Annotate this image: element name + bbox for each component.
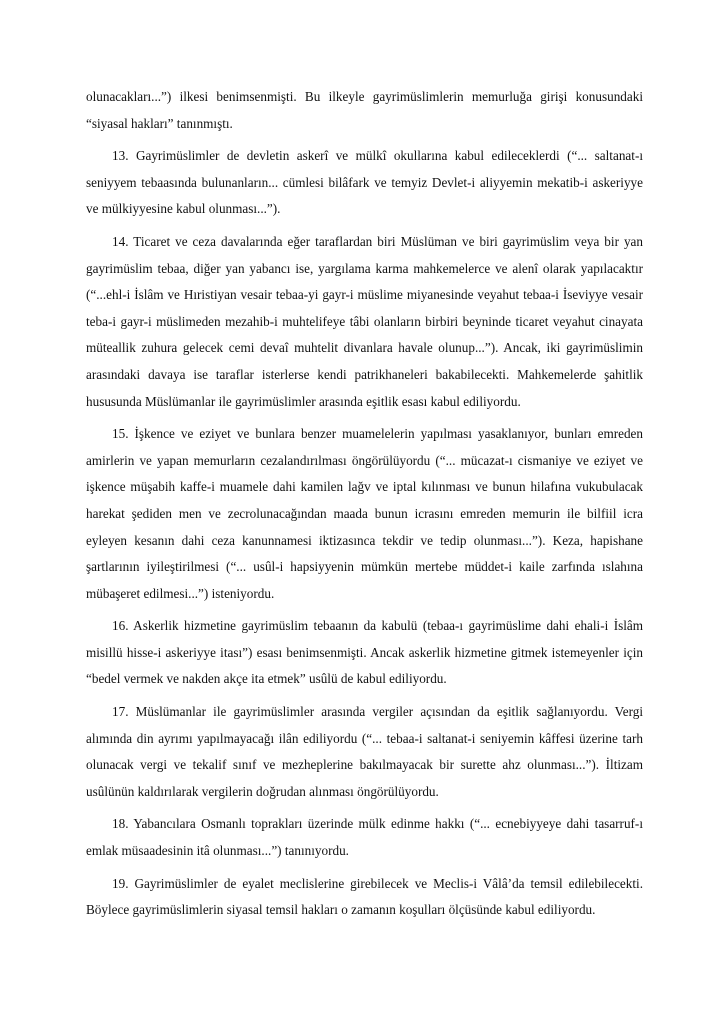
document-page — [86, 84, 643, 930]
paragraph-item-16: 16. Askerlik hizmetine gayrimüslim tebaanın da kabulü (tebaa-ı gayrimüslime dahi ehali-i İslâm misillü hisse-i askeriyye itası”) esası benimsenmişti. Ancak askerlik hizmetine gitmek istemeyenler için “bedel vermek ve nakden akçe ita etmek” usûlü de kabul ediliyordu. — [86, 618, 643, 687]
paragraph-item-15: 15. İşkence ve eziyet ve bunlara benzer muamelelerin yapılması yasaklanıyor, bunları emreden amirlerin ve yapan memurların cezalandırılması öngörülüyordu (“... mücazat-ı cismaniye ve eziyet ve işkence müşabih kaffe-i muamele dahi kamilen lağv ve iptal kılınması ve bunun hilafına vukubulacak harekat şediden men ve zecrolunacağından maada bunun icrasını emreden memurin ile bilfiil icra eyleyen kesanın dahi ceza kanunnamesi iktizasınca tekdir ve tedip olunması...”). Keza, hapishane şartlarının iyileştirilmesi (“... usûl-i hapsiyyenin mümkün mertebe müddet-i kaile zarfında ıslahına mübaşeret edilmesi...”) isteniyordu. — [86, 426, 643, 601]
paragraph-item-18: 18. Yabancılara Osmanlı toprakları üzerinde mülk edinme hakkı (“... ecnebiyyeye dahi tasarruf-ı emlak müsaadesinin itâ olunması...”) tanınıyordu. — [86, 816, 643, 859]
paragraph-continuation: olunacakları...”) ilkesi benimsenmişti. Bu ilkeyle gayrimüslimlerin memurluğa girişi konusundaki “siyasal hakları” tanınmıştı. — [86, 89, 643, 131]
paragraph-item-19: 19. Gayrimüslimler de eyalet meclislerine girebilecek ve Meclis-i Vâlâ’da temsil edilebilecekti. Böylece gayrimüslimlerin siyasal temsil hakları o zamanın koşulları ölçüsünde kabul ediliyordu. — [86, 875, 643, 918]
paragraph-item-17: 17. Müslümanlar ile gayrimüslimler arasında vergiler açısından da eşitlik sağlanıyordu. Vergi alımında din ayrımı yapılmayacağı ilân ediliyordu (“... tebaa-i saltanat-i seniyemin kâffesi üzerine tarh olunacak vergi ve tekalif sınıf ve mezheplerine bakılmayacak bir surette ahz olunması...”). İltizam usûlünün kaldırılarak vergilerin doğrudan alınması öngörülüyordu. — [86, 704, 643, 799]
paragraph-item-14: 14. Ticaret ve ceza davalarında eğer taraflardan biri Müslüman ve biri gayrimüslim veya bir yan gayrimüslim tebaa, diğer yan yabancı ise, yargılama karma mahkemelerce ve alenî olarak yapılacaktır (“...ehl-i İslâm ve Hıristiyan vesair tebaa-yi gayr-i müslime miyanesinde veyahut tebaa-i İseviyye vesair teba-i gayr-i müslimeden mezahib-i muhtelifeye tâbi olanların birbiri beyninde ticaret veyahut cinayata müteallik zuhura gelecek cemi devaî muhtelit divanlara havale olunup...”). Ancak, iki gayrimüslimin arasındaki davaya ise taraflar isterlerse kendi patrikhaneleri bakabilecekti. Mahkemelerde şahitlik hususunda Müslümanlar ile gayrimüslimler arasında eşitlik esası kabul ediliyordu. — [86, 233, 643, 409]
paragraph-item-13: 13. Gayrimüslimler de devletin askerî ve mülkî okullarına kabul edileceklerdi (“... saltanat-ı seniyyem tebaasında bulunanların... cümlesi bilâfark ve temyiz Devlet-i aliyyemin mekatib-i askeriyye ve mülkiyyesine kabul olunması...”). — [86, 148, 643, 217]
